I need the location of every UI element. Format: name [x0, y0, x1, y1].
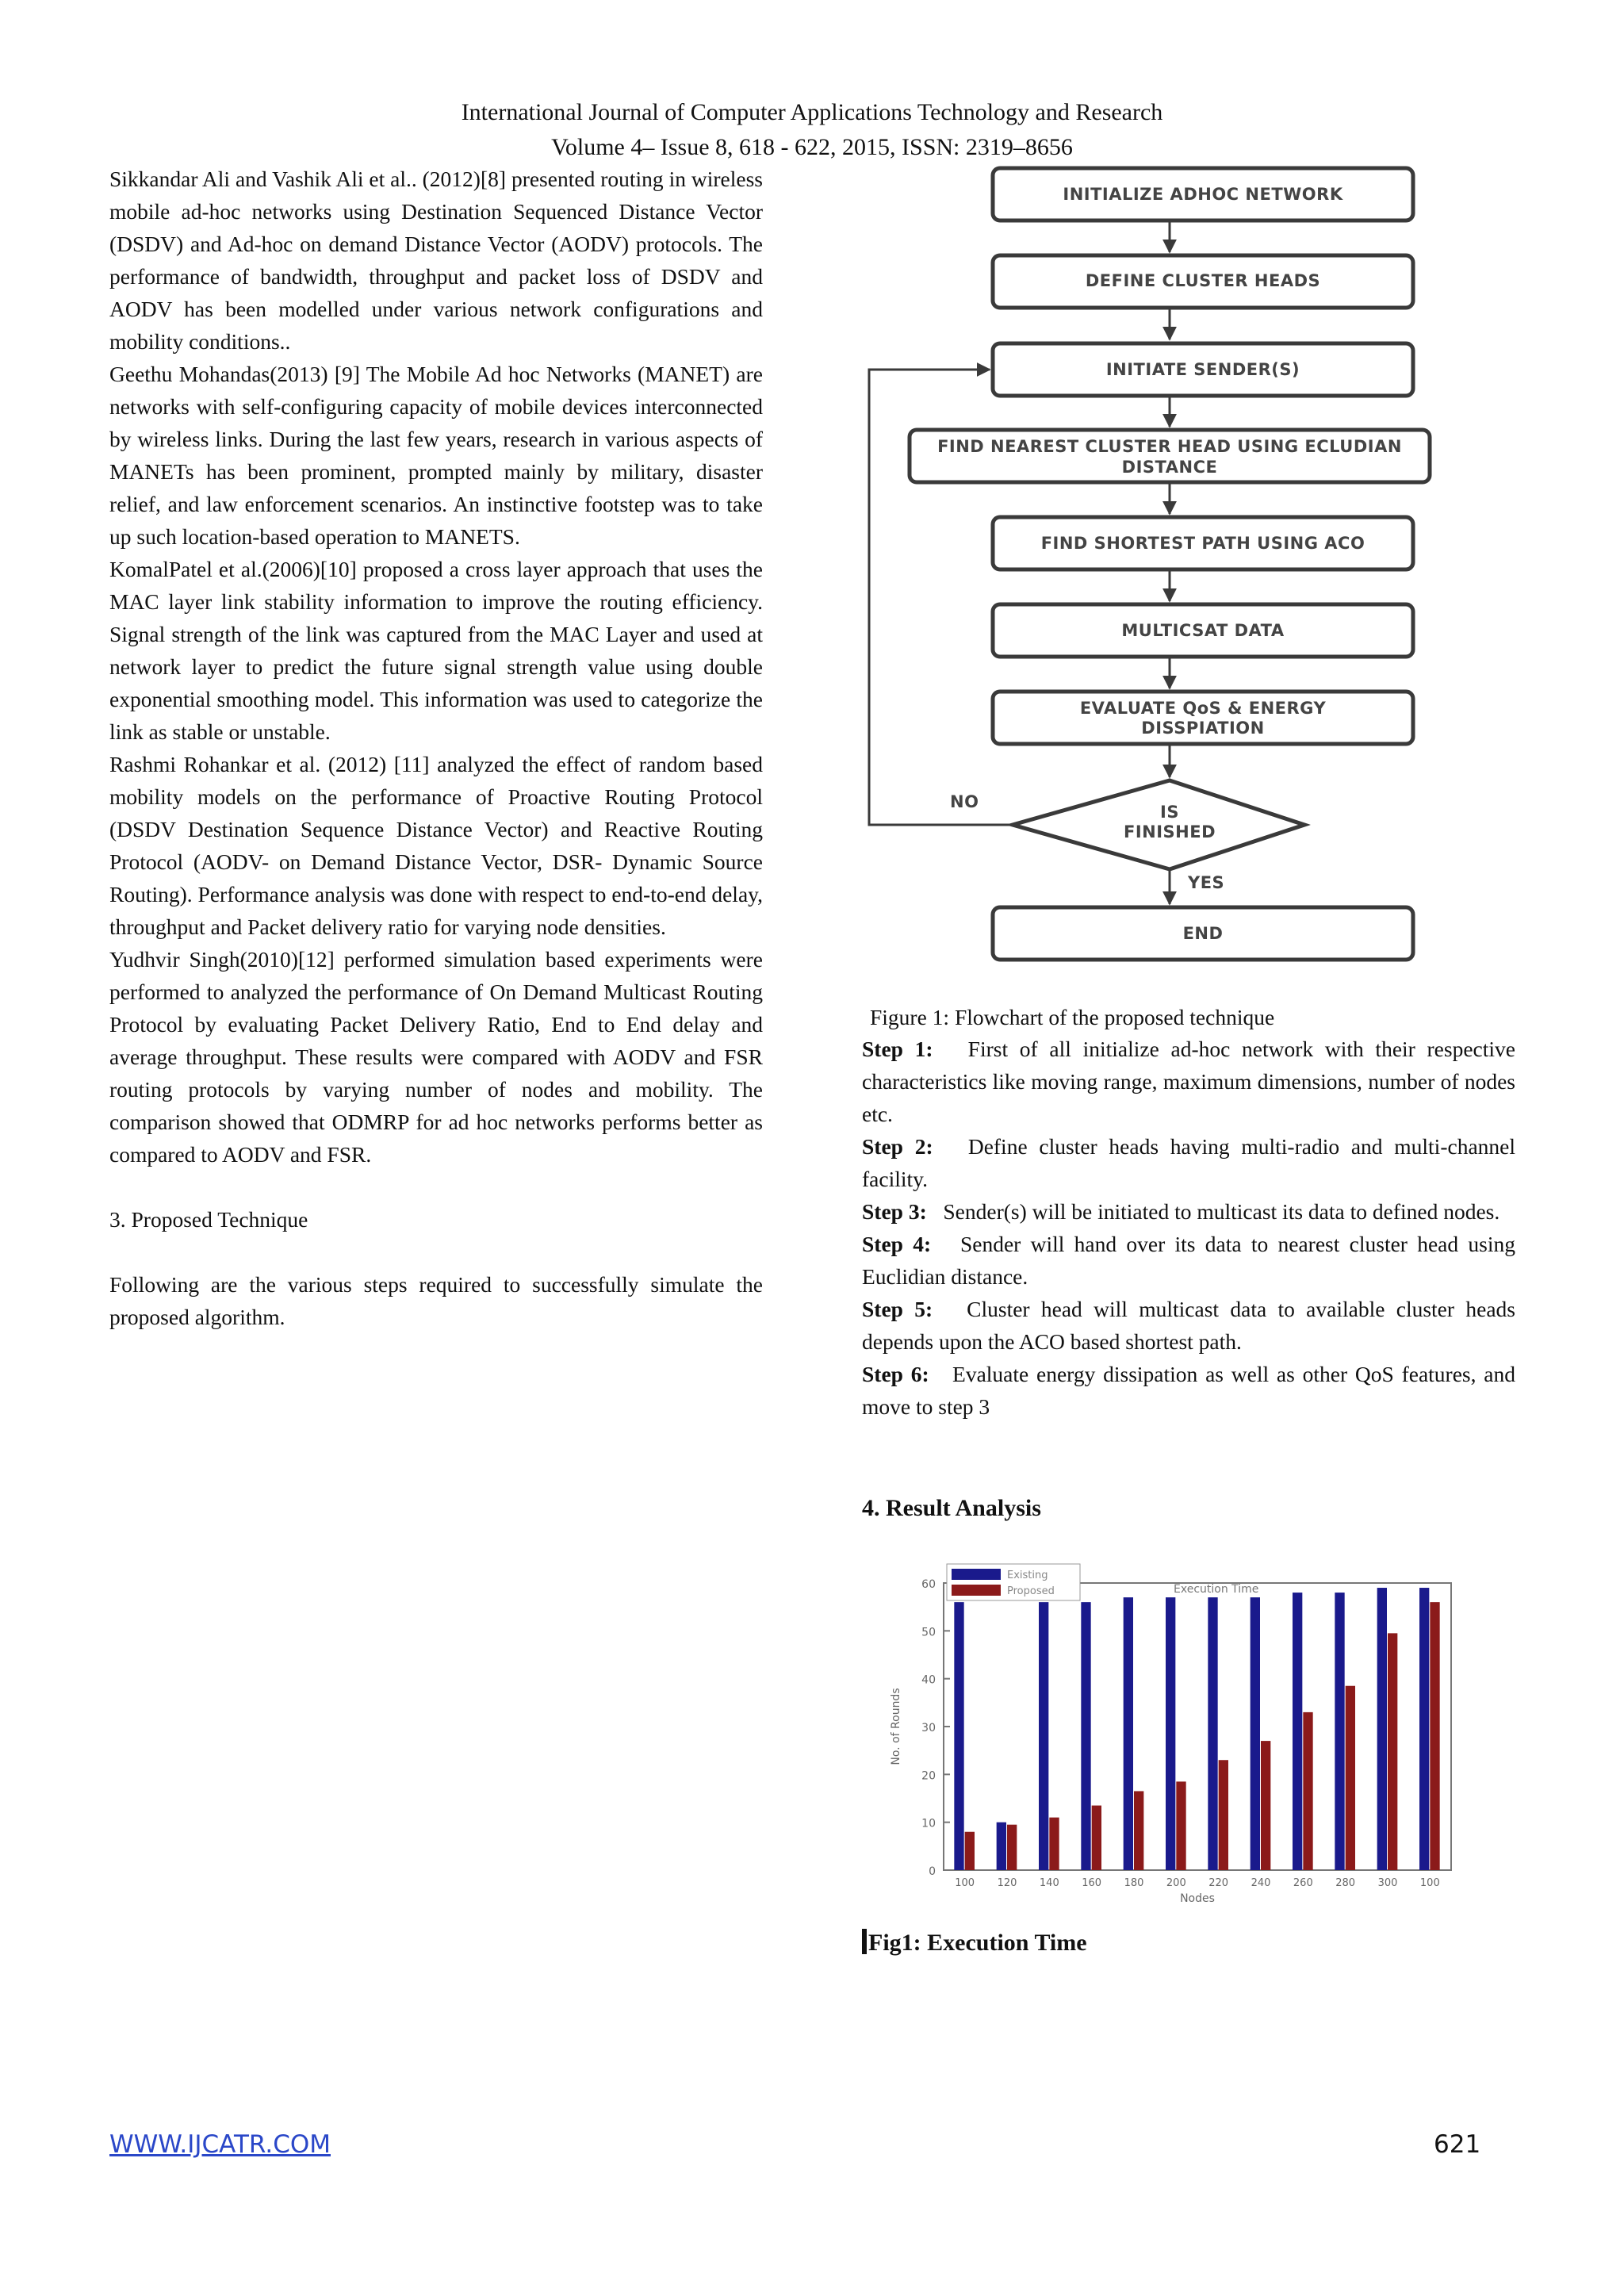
- journal-title: International Journal of Computer Applications Technology and Research: [461, 99, 1163, 125]
- step-text: Sender(s) will be initiated to multicast its data to defined nodes.: [943, 1199, 1500, 1224]
- x-tick-label: 100: [955, 1877, 975, 1889]
- step-text: Sender will hand over its data to nearest cluster head using Euclidian distance.: [862, 1232, 1516, 1289]
- steps-list: [862, 1033, 1515, 1423]
- text-cursor: [862, 1929, 867, 1954]
- step-item: [862, 1293, 1515, 1358]
- step-text: First of all initialize ad-hoc network with their respective characteristics like moving range, maximum dimensions, number of nodes etc.: [862, 1037, 1515, 1126]
- bar-proposed: [1430, 1602, 1439, 1870]
- flowchart-box-find-nearest: [910, 430, 1430, 482]
- paragraph: Sikkandar Ali and Vashik Ali et al.. (2012)[8] presented routing in wireless mobile ad-hoc networks using Destination Sequenced Distance Vector (DSDV) and Ad-hoc on demand Distance Vector (AODV) protocols. The performance of bandwidth, throughput and packet loss of DSDV and AODV has been modelled under various network configurations and mobility conditions..: [109, 167, 763, 354]
- step-item: [862, 1228, 1515, 1293]
- x-tick-label: 140: [1039, 1877, 1059, 1889]
- x-tick-label: 260: [1293, 1877, 1313, 1889]
- website-link[interactable]: WWW.IJCATR.COM: [109, 2130, 331, 2159]
- bar-existing: [1208, 1597, 1217, 1870]
- bar-existing: [1377, 1588, 1387, 1870]
- flowchart-label: EVALUATE QoS & ENERGY: [1079, 699, 1327, 718]
- x-tick-label: 100: [1419, 1877, 1440, 1889]
- flowchart-label: INITIALIZE ADHOC NETWORK: [1063, 185, 1343, 204]
- paragraph: KomalPatel et al.(2006)[10] proposed a cross layer approach that uses the MAC layer link stability information to improve the routing efficiency. Signal strength of the link was captured from the MAC Layer and used at network layer to predict the future signal strength value using double exponential smoothing model. This information was used to categorize the link as stable or unstable.: [109, 557, 763, 744]
- bar-existing: [1124, 1597, 1133, 1870]
- bar-existing: [997, 1823, 1006, 1870]
- bar-existing: [1039, 1602, 1048, 1870]
- legend-label: Proposed: [1007, 1585, 1055, 1597]
- step-text: Cluster head will multicast data to available cluster heads depends upon the ACO based shortest path.: [862, 1297, 1515, 1354]
- bar-existing: [1166, 1597, 1175, 1870]
- flowchart-decision-finished: [1013, 780, 1304, 869]
- step-label: Step 1:: [862, 1037, 933, 1061]
- flowchart-label: FIND NEAREST CLUSTER HEAD USING ECLUDIAN: [937, 437, 1402, 456]
- x-tick-label: 240: [1251, 1877, 1271, 1889]
- y-tick-label: 50: [921, 1626, 936, 1639]
- volume-info: Volume 4– Issue 8, 618 - 622, 2015, ISSN: 2319–8656: [551, 134, 1073, 160]
- y-tick-label: 30: [921, 1722, 936, 1734]
- x-tick-label: 180: [1124, 1877, 1144, 1889]
- bar-proposed: [1092, 1806, 1101, 1870]
- bar-proposed: [1176, 1781, 1185, 1870]
- x-tick-label: 300: [1377, 1877, 1398, 1889]
- legend-label: Existing: [1007, 1570, 1048, 1581]
- bar-proposed: [1049, 1818, 1059, 1870]
- flowchart-label: DISSPIATION: [1141, 719, 1265, 738]
- paragraph: Rashmi Rohankar et al. (2012) [11] analyzed the effect of random based mobility models on the performance of Proactive Routing Protocol (DSDV Destination Sequence Distance Vector) and Reactive Routing Protocol (AODV- on Demand Distance Vector, DSR- Dynamic Source Routing). Performance analysis was done with respect to end-to-end delay, throughput and Packet delivery ratio for varying node densities.: [109, 752, 763, 939]
- step-item: [862, 1033, 1515, 1130]
- step-label: Step 5:: [862, 1297, 933, 1321]
- flowchart-box-shortest-path: [993, 517, 1413, 569]
- flowchart-yes-label: YES: [1188, 873, 1225, 892]
- chart-title: Execution Time: [1174, 1583, 1259, 1596]
- y-tick-label: 40: [921, 1673, 936, 1687]
- legend-swatch: [952, 1569, 1001, 1580]
- flowchart-box-define-cluster: [993, 255, 1413, 308]
- flowchart-label: DISTANCE: [1121, 458, 1218, 477]
- bar-proposed: [1261, 1741, 1270, 1870]
- execution-time-chart: [864, 1562, 1467, 1927]
- x-tick-label: 280: [1335, 1877, 1356, 1889]
- left-column: [109, 163, 763, 1333]
- flowchart: [856, 159, 1443, 968]
- y-tick-label: 0: [929, 1865, 936, 1878]
- bar-proposed: [1303, 1712, 1312, 1870]
- section-intro: Following are the various steps required to successfully simulate the proposed algorithm.: [109, 1272, 763, 1329]
- bar-proposed: [1007, 1825, 1017, 1870]
- step-item: [862, 1130, 1515, 1195]
- step-label: Step 4:: [862, 1232, 932, 1256]
- x-axis-label: Nodes: [1180, 1892, 1215, 1905]
- bar-proposed: [1346, 1686, 1355, 1870]
- y-tick-label: 10: [921, 1817, 936, 1830]
- paragraph: Geethu Mohandas(2013) [9] The Mobile Ad hoc Networks (MANET) are networks with self-configuring capacity of mobile devices interconnected by wireless links. During the last few years, research in various aspects of MANETs has been prominent, prompted mainly by military, disaster relief, and law enforcement scenarios. An instinctive footstep was to take up such location-based operation to MANETS.: [109, 362, 763, 549]
- step-item: [862, 1195, 1515, 1228]
- bar-existing: [1335, 1593, 1344, 1870]
- step-label: Step 2:: [862, 1134, 933, 1159]
- x-tick-label: 220: [1208, 1877, 1229, 1889]
- flowchart-label: IS: [1160, 803, 1179, 822]
- bar-existing: [1419, 1588, 1429, 1870]
- x-tick-label: 120: [997, 1877, 1017, 1889]
- flowchart-box-initiate-sender: [993, 343, 1413, 396]
- flowchart-label: MULTICSAT DATA: [1121, 621, 1285, 640]
- bar-proposed: [1219, 1760, 1228, 1870]
- figure-caption: Figure 1: Flowchart of the proposed technique: [870, 1005, 1275, 1029]
- legend-swatch: [952, 1585, 1001, 1596]
- step-text: Evaluate energy dissipation as well as other QoS features, and move to step 3: [862, 1362, 1515, 1419]
- bar-existing: [954, 1602, 963, 1870]
- step-label: Step 6:: [862, 1362, 929, 1386]
- flowchart-box-end: [993, 907, 1413, 960]
- flowchart-label: FIND SHORTEST PATH USING ACO: [1040, 534, 1365, 553]
- step-text: Define cluster heads having multi-radio and multi-channel facility.: [862, 1134, 1515, 1191]
- section-heading: 3. Proposed Technique: [109, 1207, 308, 1232]
- step-item: [862, 1358, 1515, 1423]
- flowchart-box-initialize: [993, 168, 1413, 220]
- chart-caption-text: Fig1: Execution Time: [868, 1930, 1087, 1956]
- paragraph: Yudhvir Singh(2010)[12] performed simulation based experiments were performed to analyzed the performance of On Demand Multicast Routing Protocol by evaluating Packet Delivery Ratio, End to End delay and average throughput. These results were compared with AODV and FSR routing protocols by varying number of nodes and mobility. The comparison showed that ODMRP for ad hoc networks performs better as compared to AODV and FSR.: [109, 947, 763, 1167]
- bar-proposed: [965, 1832, 975, 1870]
- step-label: Step 3:: [862, 1199, 927, 1224]
- flowchart-label: DEFINE CLUSTER HEADS: [1085, 271, 1321, 290]
- x-tick-label: 200: [1166, 1877, 1186, 1889]
- flowchart-box-multicast: [993, 604, 1413, 657]
- plot-frame: [944, 1583, 1451, 1870]
- flowchart-label: END: [1182, 924, 1224, 943]
- bar-existing: [1251, 1597, 1260, 1870]
- bar-proposed: [1388, 1633, 1397, 1870]
- x-tick-label: 160: [1082, 1877, 1102, 1889]
- chart-caption: [862, 1929, 1087, 1957]
- bar-existing: [1293, 1593, 1302, 1870]
- flowchart-label: FINISHED: [1123, 822, 1216, 841]
- flowchart-box-evaluate: [993, 692, 1413, 744]
- y-tick-label: 20: [921, 1769, 936, 1783]
- flowchart-label: INITIATE SENDER(S): [1105, 360, 1300, 379]
- y-axis-label: No. of Rounds: [890, 1688, 902, 1765]
- bar-proposed: [1134, 1791, 1143, 1870]
- page-number: 621: [1434, 2130, 1481, 2159]
- result-heading: 4. Result Analysis: [862, 1495, 1041, 1521]
- bar-existing: [1081, 1602, 1090, 1870]
- flowchart-no-label: NO: [950, 792, 979, 811]
- y-tick-label: 60: [921, 1578, 936, 1591]
